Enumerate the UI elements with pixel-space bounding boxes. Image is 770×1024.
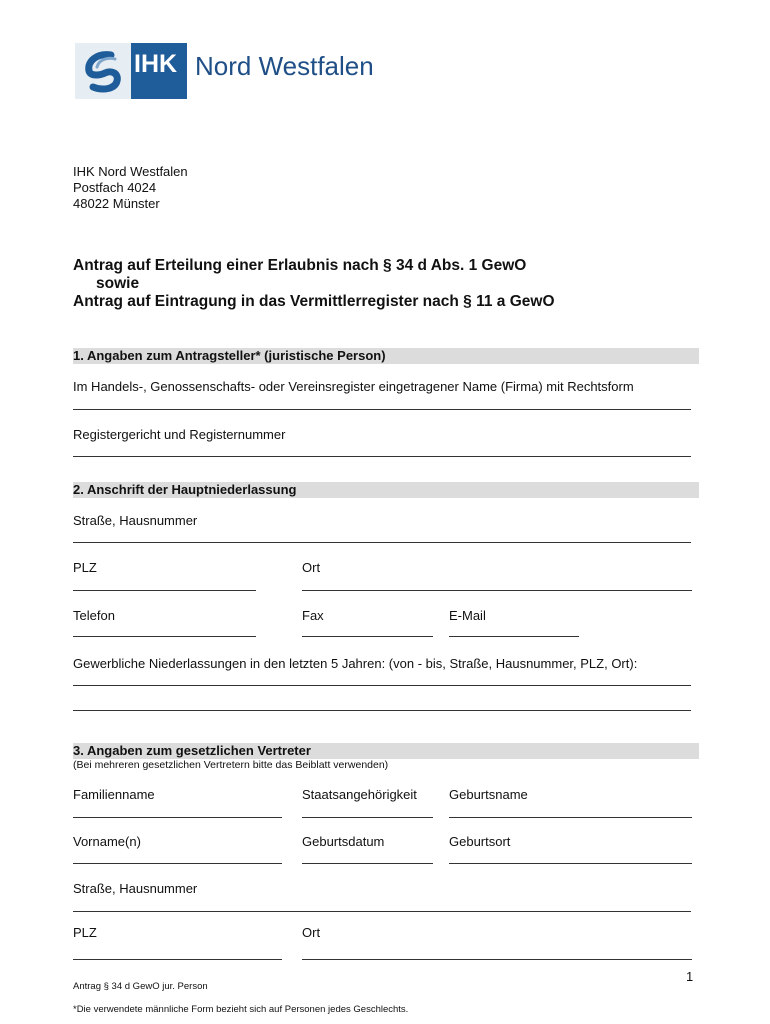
email-label: E-Mail [449,608,486,623]
form-title-line-3: Antrag auf Eintragung in das Vermittlerregister nach § 11 a GewO [73,293,555,310]
birthdate-label: Geburtsdatum [302,834,385,849]
rep-street-label: Straße, Hausnummer [73,881,198,896]
ihk-swirl-icon [75,43,131,99]
branches-field-1[interactable] [73,685,691,686]
birthplace-field[interactable] [449,863,692,864]
gender-note: *Die verwendete männliche Form bezieht sich auf Personen jedes Geschlechts. [73,1004,409,1015]
phone-field[interactable] [73,636,256,637]
hq-city-label: Ort [302,560,321,575]
ihk-logo [75,43,374,99]
rep-city-label: Ort [302,925,321,940]
logo-name: Nord Westfalen [195,51,374,81]
rep-zip-field[interactable] [73,959,282,960]
section-heading-3: 3. Angaben zum gesetzlichen Vertreter [73,743,699,759]
hq-city-field[interactable] [302,590,692,591]
firm-name-label: Im Handels-, Genossenschafts- oder Vereinsregister eingetragener Name (Firma) mit Rechtsform [73,379,634,394]
birthplace-label: Geburtsort [449,834,511,849]
firstname-label: Vorname(n) [73,834,141,849]
birthname-label: Geburtsname [449,787,528,802]
phone-label: Telefon [73,608,115,623]
branches-field-2[interactable] [73,710,691,711]
logo-abbr: IHK [134,50,178,78]
form-title-line-2: sowie [96,275,140,292]
address-line-2: Postfach 4024 [73,180,157,195]
nationality-label: Staatsangehörigkeit [302,787,417,802]
email-field[interactable] [449,636,579,637]
fax-label: Fax [302,608,324,623]
firstname-field[interactable] [73,863,282,864]
hq-zip-label: PLZ [73,560,97,575]
firm-name-field[interactable] [73,409,691,410]
register-court-field[interactable] [73,456,691,457]
register-court-label: Registergericht und Registernummer [73,427,286,442]
nationality-field[interactable] [302,817,433,818]
representative-note: (Bei mehreren gesetzlichen Vertretern bitte das Beiblatt verwenden) [73,759,389,771]
lastname-label: Familienname [73,787,155,802]
section-heading-1: 1. Angaben zum Antragsteller* (juristische Person) [73,348,699,364]
rep-city-field[interactable] [302,959,692,960]
rep-street-field[interactable] [73,911,691,912]
rep-zip-label: PLZ [73,925,97,940]
page-number: 1 [686,969,694,984]
birthdate-field[interactable] [302,863,433,864]
recipient-address [73,164,188,212]
hq-street-field[interactable] [73,542,691,543]
birthname-field[interactable] [449,817,692,818]
section-heading-2: 2. Anschrift der Hauptniederlassung [73,482,699,498]
hq-street-label: Straße, Hausnummer [73,513,198,528]
address-line-3: 48022 Münster [73,196,160,211]
form-title-line-1: Antrag auf Erteilung einer Erlaubnis nach § 34 d Abs. 1 GewO [73,257,527,274]
branches-label: Gewerbliche Niederlassungen in den letzten 5 Jahren: (von - bis, Straße, Hausnummer, PLZ, Ort): [73,656,638,671]
hq-zip-field[interactable] [73,590,256,591]
lastname-field[interactable] [73,817,282,818]
fax-field[interactable] [302,636,433,637]
form-id: Antrag § 34 d GewO jur. Person [73,981,208,992]
address-line-1: IHK Nord Westfalen [73,164,188,179]
